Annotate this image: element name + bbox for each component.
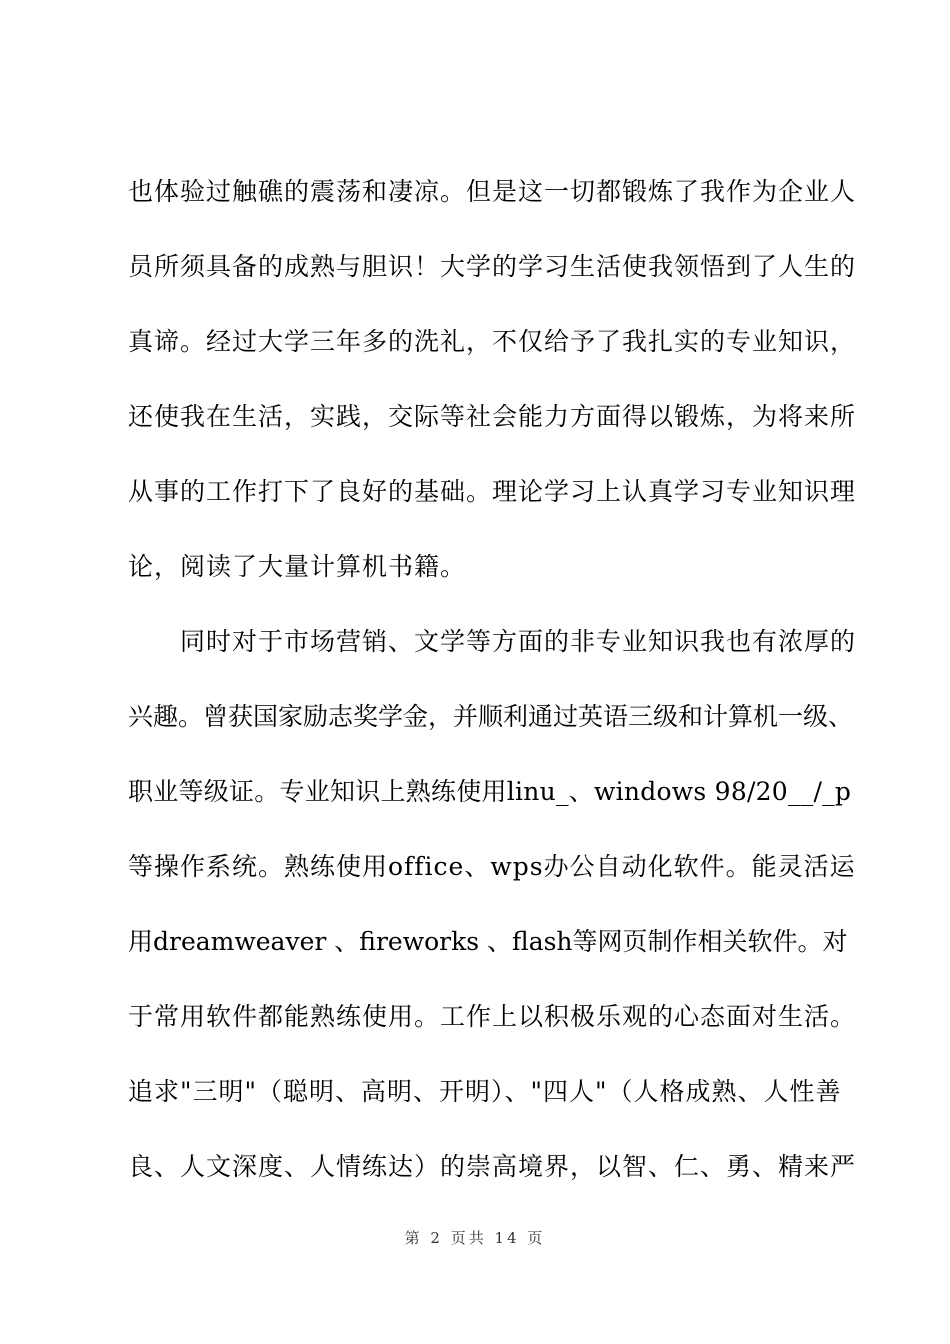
text-line-9: 职业等级证。专业知识上熟练使用linu_、windows 98/20__/_p [128,777,852,806]
text-line-5: 从事的工作打下了良好的基础。理论学习上认真学习专业知识理 [128,477,857,506]
text-line-12: 于常用软件都能熟练使用。工作上以积极乐观的心态面对生活。 [128,1002,857,1031]
text-line-10: 等操作系统。熟练使用office、wps办公自动化软件。能灵活运 [128,852,856,881]
text-line-14: 良、人文深度、人情练达）的崇高境界，以智、仁、勇、精来严 [128,1152,857,1181]
text-line-6: 论，阅读了大量计算机书籍。 [128,552,467,581]
text-line-11: 用dreamweaver 、fireworks 、flash等网页制作相关软件。对 [128,927,848,956]
text-line-8: 兴趣。曾获国家励志奖学金，并顺利通过英语三级和计算机一级、 [128,702,854,731]
text-line-1: 也体验过触礁的震荡和凄凉。但是这一切都锻炼了我作为企业人 [128,177,857,206]
page-number-footer: 第 2 页共 14 页 [404,1229,546,1247]
text-line-7: 同时对于市场营销、文学等方面的非专业知识我也有浓厚的 [180,627,857,656]
text-line-3: 真谛。经过大学三年多的洗礼，不仅给予了我扎实的专业知识， [128,327,857,356]
text-line-13: 追求"三明"（聪明、高明、开明）、"四人"（人格成熟、人性善 [128,1077,842,1106]
text-line-4: 还使我在生活，实践，交际等社会能力方面得以锻炼，为将来所 [128,402,857,431]
text-line-2: 员所须具备的成熟与胆识！大学的学习生活使我领悟到了人生的 [128,252,857,281]
